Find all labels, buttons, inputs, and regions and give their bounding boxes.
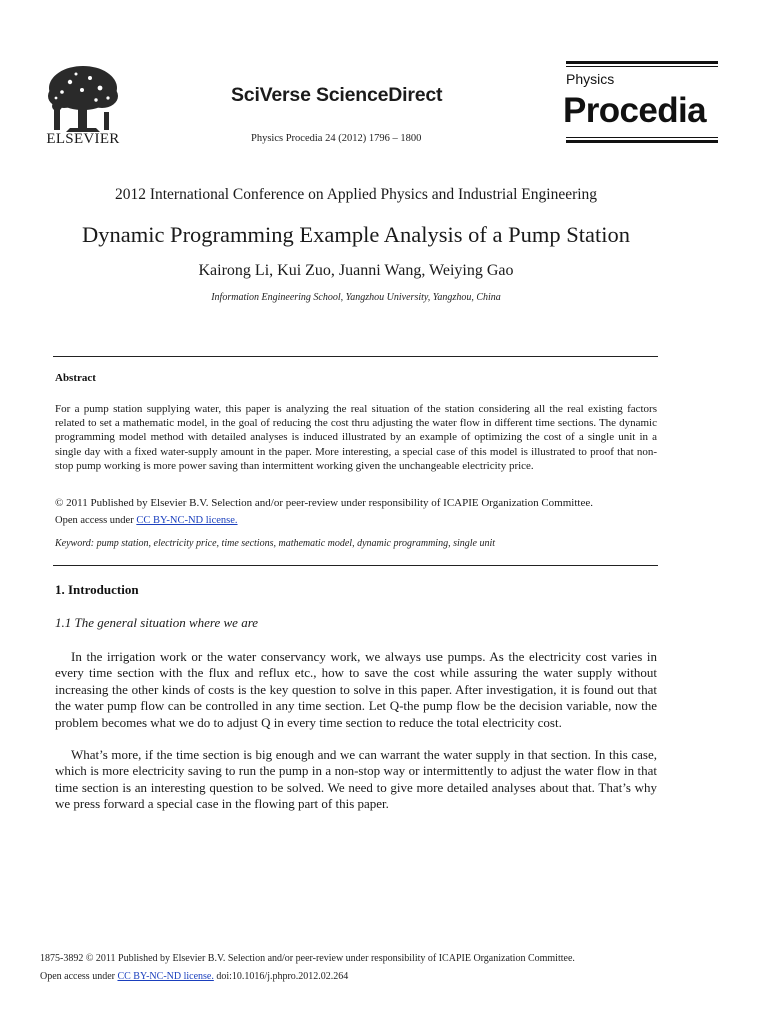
- body-paragraph: In the irrigation work or the water conservancy work, we always use pumps. As the electricity cost varies in every time section with the flux and reflux etc., how to save the cost while assuring the water supply without increasing the other kinds of costs is the key question to solve in this paper. After investigation, it is found out that the water pump flow can be controlled in any time section. Let Q-the pump flow be the decision variable, now the problem becomes what we do to adjust Q in every time section to reduce the total electricity cost.: [55, 649, 657, 730]
- journal-logo-physics: Physics: [566, 71, 615, 87]
- keywords: Keyword: pump station, electricity price, time sections, mathematic model, dynamic programming, single unit: [55, 538, 496, 549]
- open-access-notice: [55, 515, 238, 526]
- divider: [53, 565, 658, 566]
- conference-name: 2012 International Conference on Applied Physics and Industrial Engineering: [114, 186, 598, 203]
- footer-license-line: [40, 971, 348, 982]
- divider: [53, 356, 658, 357]
- journal-logo-rule: [566, 137, 718, 138]
- paper-title: Dynamic Programming Example Analysis of a Pump Station: [81, 222, 631, 247]
- journal-logo-procedia: Procedia: [563, 91, 707, 130]
- footer-open-access-label: Open access under: [40, 971, 118, 982]
- abstract-heading: Abstract: [55, 372, 96, 384]
- journal-reference: Physics Procedia 24 (2012) 1796 – 1800: [251, 133, 422, 144]
- footer-doi: doi:10.1016/j.phpro.2012.02.264: [213, 971, 349, 982]
- paper-authors: Kairong Li, Kui Zuo, Juanni Wang, Weiying Gao: [198, 262, 514, 279]
- platform-name: SciVerse ScienceDirect: [231, 84, 443, 106]
- copyright-notice: © 2011 Published by Elsevier B.V. Selection and/or peer-review under responsibility of ICAPIE Organization Committee.: [55, 497, 593, 509]
- footer-copyright: 1875-3892 © 2011 Published by Elsevier B.V. Selection and/or peer-review under responsibility of ICAPIE Organization Committee.: [40, 953, 575, 964]
- license-link[interactable]: CC BY-NC-ND license.: [136, 515, 238, 526]
- journal-logo-rule: [566, 140, 718, 143]
- body-paragraph: What’s more, if the time section is big enough and we can warrant the water supply in that section. In this case, which is more electricity saving to run the pump in a non-stop way or intermittently to adjust the water flow in that time section is an interesting question to be solved. We need to give more detailed analyses about that. That’s why we press forward a special case in the flowing part of this paper.: [55, 747, 657, 812]
- open-access-label: Open access under: [55, 515, 137, 526]
- journal-logo-rule: [566, 61, 718, 64]
- journal-logo-rule: [566, 66, 718, 67]
- subsection-heading: 1.1 The general situation where we are: [55, 615, 259, 630]
- footer-license-link[interactable]: CC BY-NC-ND license.: [117, 971, 214, 982]
- section-heading: 1. Introduction: [55, 582, 139, 597]
- abstract-text: For a pump station supplying water, this paper is analyzing the real situation of the station considering all the real existing factors related to set a mathematic model, in the goal of reducing the cost thru adjusting the water flow in different time sections. The dynamic programming model method with detailed analyses is induced illustrated by an example of optimizing the cost of a single unit in a single day with a fixed water-supply amount in the paper. More interesting, a special case of this model is illustrated to proof that non-stop pump working is more power saving than intermittent working given the unchangeable electricity price.: [55, 403, 657, 472]
- publisher-name: ELSEVIER: [46, 131, 120, 147]
- author-affiliation: Information Engineering School, Yangzhou University, Yangzhou, China: [211, 292, 501, 303]
